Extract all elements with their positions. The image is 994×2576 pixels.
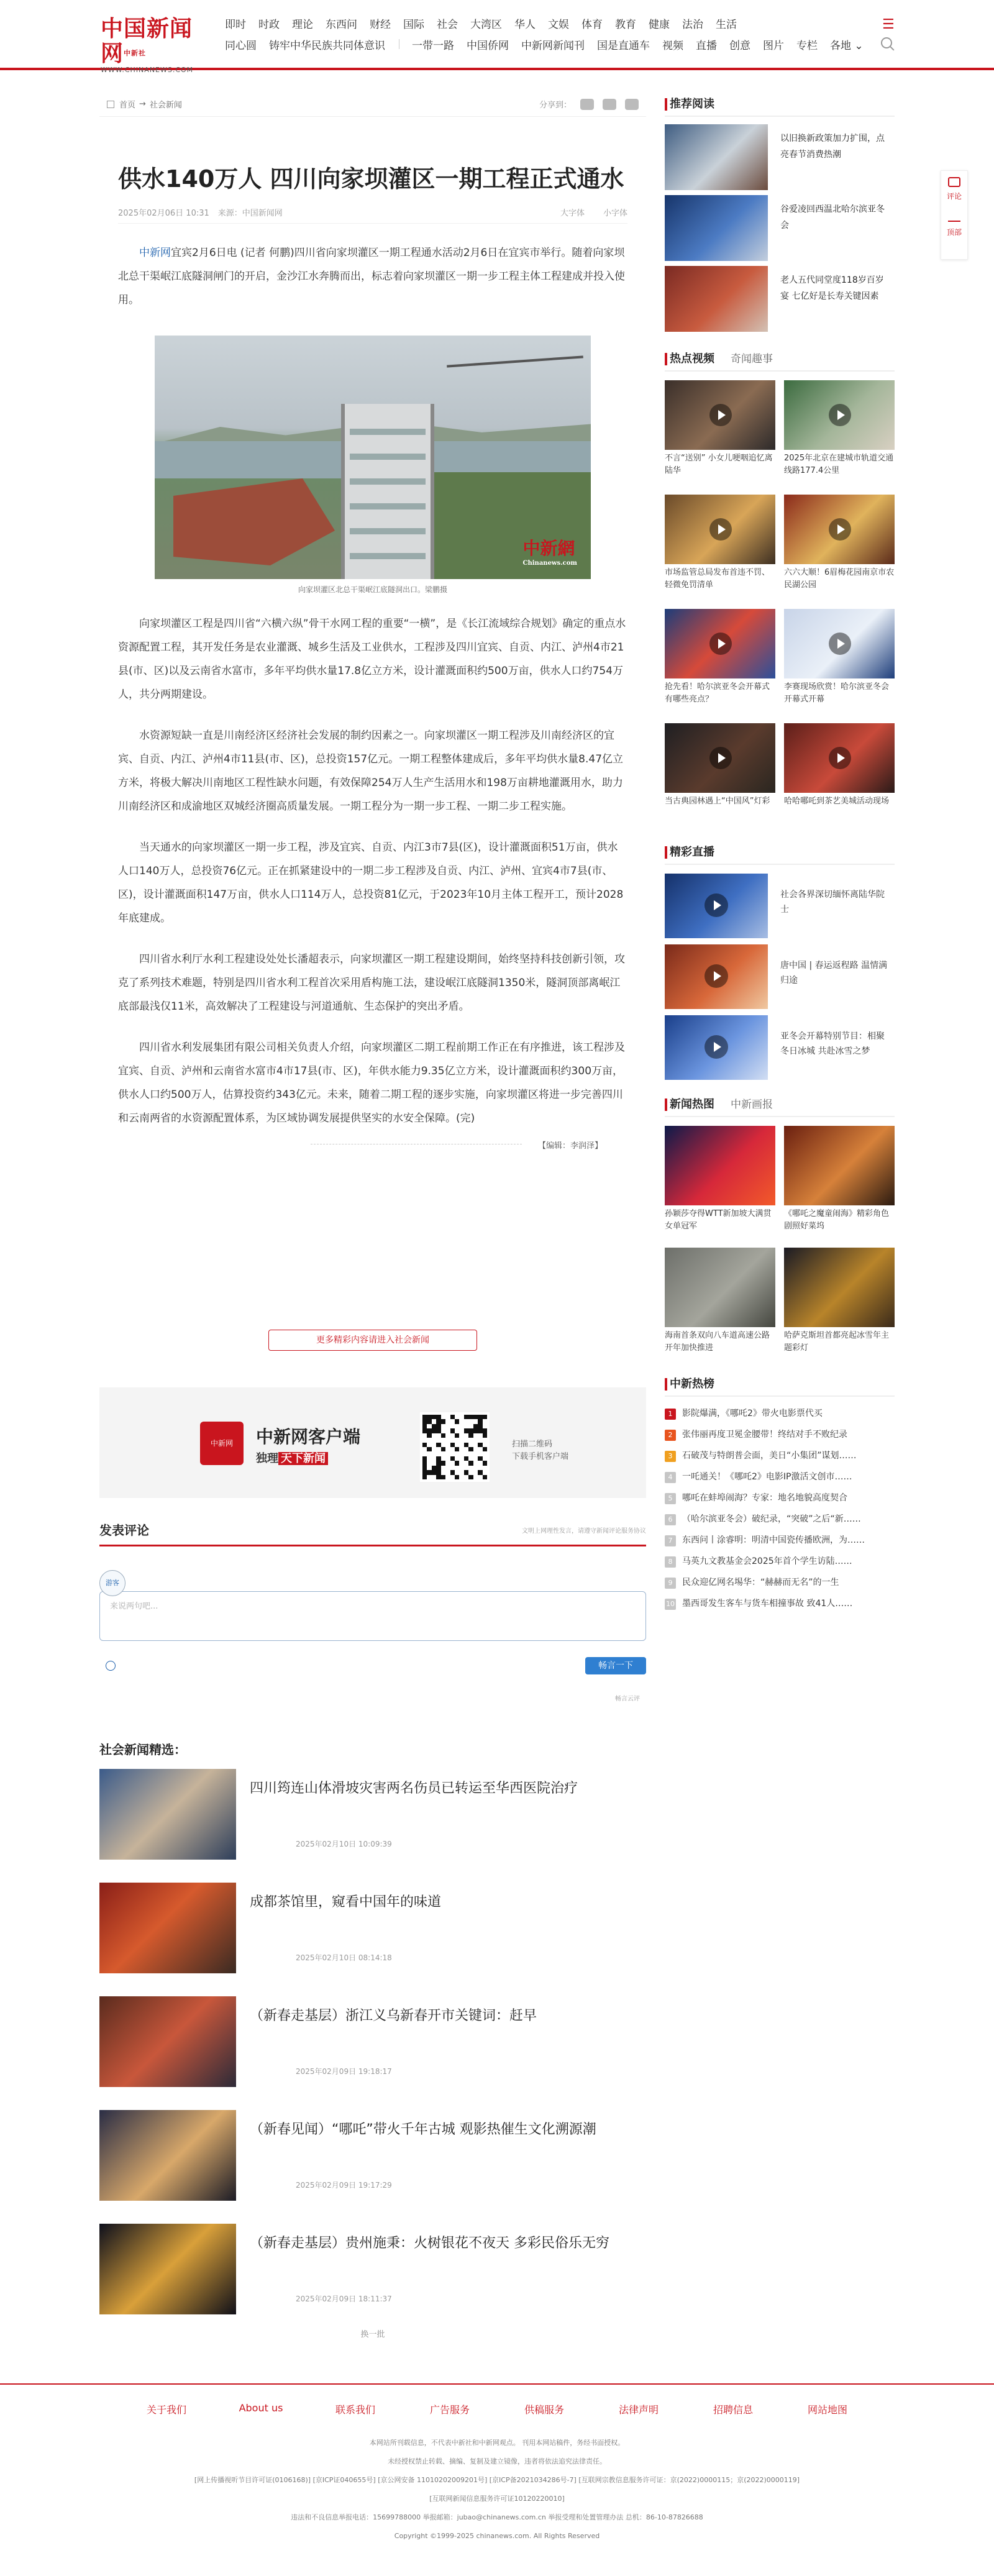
tab-odd-news[interactable]: 奇闻趣事	[731, 353, 773, 365]
nav-item[interactable]: 各地 ⌄	[830, 39, 864, 52]
guest-avatar: 游客	[99, 1570, 125, 1596]
hot-item[interactable]	[665, 1403, 895, 1424]
font-large-button[interactable]: 大字体	[560, 209, 585, 218]
nav-item[interactable]: 国是直通车	[597, 39, 650, 52]
photo-thumb[interactable]	[665, 1248, 775, 1327]
related-thumb[interactable]	[99, 2224, 236, 2314]
video-card[interactable]	[665, 495, 775, 609]
video-card[interactable]	[784, 609, 895, 723]
hot-item[interactable]	[665, 1530, 895, 1551]
nav-item[interactable]: 铸牢中华民族共同体意识	[269, 39, 385, 52]
hot-item[interactable]	[665, 1572, 895, 1593]
sidebar	[665, 92, 895, 1614]
rank-badge: 2	[665, 1430, 676, 1441]
logo-en: WWW.CHINANEWS.COM	[101, 66, 194, 74]
rank-badge: 9	[665, 1578, 676, 1589]
menu-icon[interactable]: ☰	[882, 17, 895, 32]
live-item[interactable]	[665, 871, 895, 942]
lead-text: 宜宾2月6日电 (记者 何鹏)四川省向家坝灌区一期工程通水活动2月6日在宜宾市举行。随着向家坝北总干渠岷江底隧洞闸门的开启，金沙江水奔腾而出，标志着向家坝灌区一期一步工程主体工程建成并投入使用。	[118, 247, 625, 306]
related-date: 2025年02月09日 18:11:37	[296, 2295, 392, 2303]
related-item[interactable]	[99, 1769, 646, 1883]
live-thumb[interactable]	[665, 944, 768, 1009]
float-comment-button[interactable]: 评论	[941, 171, 967, 214]
video-thumb[interactable]	[665, 723, 775, 793]
rec-item[interactable]	[665, 121, 895, 191]
article-editor: 【编辑：李润泽】	[118, 1139, 627, 1151]
hot-title[interactable]: 影院爆满，《哪吒2》带火电影票代买	[682, 1409, 823, 1418]
article-paragraph: 四川省水利发展集团有限公司相关负责人介绍，向家坝灌区二期工程前期工作正在有序推进，该工程涉及宜宾、自贡、泸州和云南省水富市4市17县(市、区)，年供水能力9.35亿立方米，设计灌溉面积约300万亩，供水人口约500万人，估算投资约343亿元。未来，随着二期工程的逐步实施，向家坝灌区将进一步完善四川和云南两省的水资源配置体系，为区域协调发展提供坚实的水安全保障。(完)	[118, 1041, 625, 1125]
hot-item[interactable]	[665, 1487, 895, 1509]
photo-title[interactable]: 《哪吒之魔童闹海》精彩角色剧照好菜坞	[784, 1209, 890, 1231]
hot-item[interactable]	[665, 1593, 895, 1614]
nav-item[interactable]: 视频	[662, 39, 683, 52]
related-title-text[interactable]: 四川筠连山体滑坡灾害两名伤员已转运至华西医院治疗	[250, 1781, 578, 1796]
photo-heading: 新闻热图 中新画报	[665, 1092, 895, 1117]
article-paragraph: 向家坝灌区工程是四川省“六横六纵”骨干水网工程的重要“一横”，是《长江流域综合规划》确定的重点水资源配置工程，其开发任务是农业灌溉、城乡生活及工业供水，工程涉及四川宜宾、自贡、内江、泸州4市21县(市、区)以及云南省水富市，多年平均供水量17.8亿立方米，设计灌溉面积约500万亩，供水人口约754万人，共分两期建设。	[118, 618, 626, 701]
hot-item[interactable]	[665, 1445, 895, 1466]
breadcrumb-sep: →	[139, 99, 146, 109]
hot-heading: 中新热榜	[665, 1372, 895, 1397]
live-title[interactable]: 社会各界深切缅怀离陆华院士	[780, 890, 885, 915]
footer-link[interactable]: 招聘信息	[713, 2404, 753, 2416]
footer-line: 本网站所刊载信息，不代表中新社和中新网观点。 刊用本网站稿件，务经书面授权。	[369, 2439, 625, 2447]
video-thumb[interactable]	[784, 495, 895, 564]
search-icon[interactable]	[881, 37, 892, 48]
article-paragraph: 四川省水利厅水利工程建设处处长潘超表示，向家坝灌区一期工程建设期间，始终坚持科技创新引领，攻克了系列技术难题，特别是四川省水利工程首次采用盾构施工法，建设岷江底隧洞1350米，隧洞顶部离岷江底部最浅仅11米，高效解决了工程建设与河道通航、生态保护的突出矛盾。	[118, 953, 625, 1013]
article-source: 来源：中国新闻网	[217, 209, 283, 218]
play-icon[interactable]	[829, 747, 851, 769]
site-logo[interactable]	[101, 16, 200, 74]
related-date: 2025年02月09日 19:18:17	[296, 2067, 392, 2076]
nav-item[interactable]: 文娱	[548, 18, 569, 31]
video-thumb[interactable]	[784, 609, 895, 678]
video-thumb[interactable]	[665, 609, 775, 678]
nav-item[interactable]: 东西问	[326, 18, 357, 31]
hot-item[interactable]	[665, 1466, 895, 1487]
nav-item[interactable]: 图片	[763, 39, 784, 52]
live-thumb[interactable]	[665, 1015, 768, 1080]
article-title: 供水140万人 四川向家坝灌区一期工程正式通水	[118, 165, 624, 193]
video-title[interactable]: 六六大顺！6眉梅花园南京市农民湖公园	[784, 568, 895, 590]
footer-links	[0, 2402, 994, 2416]
nav-item[interactable]: 教育	[615, 18, 636, 31]
logo-tag: 中新社	[124, 49, 147, 57]
play-icon[interactable]	[704, 1035, 728, 1059]
floating-toolbar	[941, 170, 968, 260]
app-download-banner[interactable]	[99, 1387, 646, 1498]
related-date: 2025年02月09日 19:17:29	[296, 2181, 392, 2190]
hot-title[interactable]: 马英九文教基金会2025年首个学生访陆……	[682, 1556, 852, 1566]
home-icon	[107, 101, 114, 108]
video-thumb[interactable]	[784, 723, 895, 793]
rank-badge: 6	[665, 1514, 676, 1525]
video-title[interactable]: 2025年北京在建城市轨道交通线路177.4公里	[784, 454, 894, 475]
related-thumb[interactable]	[99, 1996, 236, 2087]
play-icon[interactable]	[829, 404, 851, 426]
rank-badge: 8	[665, 1556, 676, 1568]
article-lead	[118, 241, 627, 312]
hot-item[interactable]	[665, 1509, 895, 1530]
nav-item[interactable]: 大湾区	[470, 18, 502, 31]
photo-title[interactable]: 哈萨克斯坦首都亮起冰雪年主题彩灯	[784, 1331, 890, 1353]
tab-pictorial[interactable]: 中新画报	[731, 1098, 773, 1111]
video-title[interactable]: 李赛现场欣赏！哈尔滨亚冬会开幕式开幕	[784, 682, 890, 704]
play-icon[interactable]	[709, 633, 732, 655]
breadcrumb-section[interactable]: 社会新闻	[149, 101, 182, 110]
site-footer	[0, 2383, 994, 2576]
nav-item[interactable]: 创意	[729, 39, 750, 52]
nav-item[interactable]: 生活	[716, 18, 737, 31]
footer-link[interactable]: 供稿服务	[524, 2404, 564, 2416]
hot-item[interactable]	[665, 1424, 895, 1445]
article-body	[99, 241, 646, 1151]
nav-item[interactable]: 一带一路	[412, 39, 454, 52]
hot-title[interactable]: 哪吒在蚌埠闹海？专家：地名地貌高度契合	[682, 1493, 847, 1503]
article-figure	[155, 336, 591, 595]
comment-provider[interactable]: 畅言云评	[615, 1696, 640, 1702]
emoji-icon[interactable]	[106, 1661, 116, 1671]
breadcrumb	[99, 92, 646, 117]
hot-item[interactable]	[665, 1551, 895, 1572]
video-thumb[interactable]	[784, 380, 895, 450]
more-news-button[interactable]: 更多精彩内容请进入社会新闻	[268, 1330, 477, 1351]
footer-line: [网上传播视听节目许可证(0106168)] [京ICP证040655号] [京公网安备 11010202009201号] [京ICP备2021034286号-7] [互联网宗教信息服务许可证：京(2022)0000115；京(2022)0000119]	[194, 2476, 800, 2484]
article-photo	[155, 336, 591, 579]
nav-row-1	[225, 12, 896, 34]
related-thumb[interactable]	[99, 1769, 236, 1860]
video-heading: 热点视频 奇闻趣事	[665, 347, 895, 372]
live-thumb[interactable]	[665, 874, 768, 938]
photo-title[interactable]: 孙颖莎夺得WTT新加坡大满贯女单冠军	[665, 1209, 772, 1231]
video-card[interactable]	[784, 495, 895, 609]
hot-title[interactable]: 墨西哥发生客车与货车相撞事故 致41人……	[682, 1599, 853, 1609]
qr-text-scan: 扫描二维码	[512, 1440, 553, 1449]
nav-item[interactable]: 健康	[649, 18, 670, 31]
footer-line: 违法和不良信息举报电话：15699788000 举报邮箱：jubao@chinanews.com.cn 举报受理和处置管理办法 总机：86-10-87826688	[291, 2513, 703, 2521]
nav-item[interactable]: 时政	[258, 18, 280, 31]
article-paragraph: 当天通水的向家坝灌区一期一步工程，涉及宜宾、自贡、内江3市7县(区)，设计灌溉面积51万亩，供水人口140万人，总投资76亿元。正在抓紧建设中的一期二步工程涉及自贡、内江、泸州、宜宾4市7县(市、区)，设计灌溉面积147万亩，供水人口114万人，总投资81亿元，于2023年10月主体工程开工，预计2028年底建成。	[118, 841, 624, 925]
photo-card[interactable]	[665, 1248, 775, 1369]
photo-thumb[interactable]	[784, 1248, 895, 1327]
hot-title[interactable]: 民众迎亿网名埸华：“赫赫而无名”的一生	[682, 1578, 839, 1587]
live-title[interactable]: 亚冬会开幕特别节目：相聚冬日冰城 共赴冰雪之梦	[780, 1031, 885, 1056]
play-icon[interactable]	[829, 633, 851, 655]
rec-title[interactable]: 谷爱凌回西温北哈尔滨亚冬会	[780, 204, 885, 231]
video-title[interactable]: 哈哈哪吒到茶艺美城活动现场	[784, 797, 890, 806]
rec-thumb[interactable]	[665, 266, 768, 332]
footer-link[interactable]: 联系我们	[335, 2404, 375, 2416]
video-title[interactable]: 当古典园林遇上“中国风”灯彩	[665, 797, 770, 806]
swap-batch-button[interactable]: 换一批	[360, 2330, 385, 2339]
video-title[interactable]: 市场监管总局发布首违不罚、轻微免罚清单	[665, 568, 770, 590]
nav-item[interactable]: 即时	[225, 18, 246, 31]
nav-item[interactable]: 专栏	[796, 39, 818, 52]
photo-caption: 向家坝灌区北总干渠岷江底隧洞出口。梁鹏摄	[298, 585, 447, 594]
share-bar	[539, 98, 639, 110]
nav-item[interactable]: 直播	[696, 39, 717, 52]
star-icon[interactable]	[625, 99, 639, 110]
hot-title[interactable]: 石破茂与特朗普会面，美日“小集团”谋划……	[682, 1451, 857, 1461]
video-thumb[interactable]	[665, 495, 775, 564]
video-title[interactable]: 不言“送别” 小女儿哽咽追忆离陆华	[665, 454, 773, 475]
rec-heading: 推荐阅读	[665, 92, 895, 117]
footer-link[interactable]: 网站地图	[807, 2404, 847, 2416]
hot-title[interactable]: 张伟丽再度卫冕金腰带！终结对手不败纪录	[682, 1430, 847, 1440]
live-item[interactable]	[665, 1013, 895, 1084]
rec-item[interactable]	[665, 191, 895, 262]
comment-input[interactable]: 来说两句吧...	[99, 1591, 646, 1641]
nav-item[interactable]: 社会	[437, 18, 458, 31]
video-title[interactable]: 抢先看！哈尔滨亚冬会开幕式有哪些亮点？	[665, 682, 770, 704]
breadcrumb-home[interactable]: 首页	[119, 101, 136, 110]
rec-thumb[interactable]	[665, 195, 768, 261]
live-heading: 精彩直播	[665, 840, 895, 865]
related-title-text[interactable]: 成都茶馆里，窥看中国年的味道	[250, 1894, 442, 1910]
app-slogan: 独理 天下新闻	[256, 1450, 328, 1466]
play-icon[interactable]	[704, 893, 728, 917]
related-thumb[interactable]	[99, 2110, 236, 2201]
nav-item[interactable]: 理论	[292, 18, 313, 31]
footer-link[interactable]: 关于我们	[146, 2404, 186, 2416]
rec-item[interactable]	[665, 262, 895, 333]
play-icon[interactable]	[704, 964, 728, 988]
app-logo: 中新网	[200, 1422, 244, 1465]
footer-link[interactable]: 广告服务	[429, 2404, 470, 2416]
nav-item[interactable]: 华人	[514, 18, 536, 31]
related-item[interactable]	[99, 1883, 646, 1996]
rank-badge: 1	[665, 1409, 676, 1420]
footer-link[interactable]: 法律声明	[618, 2404, 659, 2416]
nav-item[interactable]: 中国侨网	[467, 39, 509, 52]
related-date: 2025年02月10日 10:09:39	[296, 1840, 392, 1848]
comment-title: 发表评论 文明上网理性发言，请遵守新闻评论服务协议	[99, 1519, 646, 1546]
main-nav	[225, 12, 896, 55]
weibo-share-icon[interactable]	[603, 99, 616, 110]
footer-link[interactable]: About us	[239, 2402, 283, 2414]
arrow-up-icon	[948, 221, 960, 223]
related-title: 社会新闻精选：	[99, 1742, 186, 1757]
related-item[interactable]	[99, 2110, 646, 2224]
rank-badge: 5	[665, 1493, 676, 1504]
related-title-text[interactable]: （新春见闻）“哪吒”带火千年古城 观影热催生文化溯源潮	[250, 2122, 596, 2137]
photo-watermark: 中新網 Chinanews.com	[522, 538, 577, 567]
video-card[interactable]	[784, 723, 895, 838]
footer-line: [互联网新闻信息服务许可证10120220010]	[429, 2495, 565, 2503]
nav-item[interactable]: 法治	[682, 18, 703, 31]
photo-card[interactable]	[784, 1248, 895, 1369]
play-icon[interactable]	[709, 747, 732, 769]
share-label: 分享到：	[539, 101, 572, 110]
nav-item[interactable]: 财经	[370, 18, 391, 31]
related-title-text[interactable]: （新春走基层）贵州施秉：火树银花不夜天 多彩民俗乐无穷	[250, 2236, 609, 2251]
comment-section	[99, 1519, 646, 1702]
live-title[interactable]: 唐中国 | 春运返程路 温情满归途	[780, 961, 888, 985]
logo-cn: 中国新闻网	[101, 16, 193, 66]
qr-code	[420, 1412, 490, 1482]
play-icon[interactable]	[709, 404, 732, 426]
site-header	[0, 0, 994, 74]
nav-row-2	[225, 34, 896, 55]
photo-thumb[interactable]	[665, 1126, 775, 1205]
rec-thumb[interactable]	[665, 124, 768, 190]
related-title-text[interactable]: （新春走基层）浙江义乌新春开市关键词：赶早	[250, 2008, 537, 2024]
chinanews-link[interactable]: 中新网	[139, 247, 171, 259]
float-top-button[interactable]: 顶部	[941, 214, 967, 258]
nav-item[interactable]: 体育	[581, 18, 603, 31]
video-card[interactable]	[784, 380, 895, 495]
video-card[interactable]	[665, 723, 775, 838]
footer-info	[0, 2434, 994, 2546]
photo-card[interactable]	[784, 1126, 895, 1248]
live-item[interactable]	[665, 942, 895, 1013]
rank-badge: 7	[665, 1535, 676, 1546]
font-small-button[interactable]: 小字体	[603, 209, 627, 218]
comment-submit-button[interactable]: 畅言一下	[585, 1657, 646, 1674]
nav-item[interactable]: 同心圆	[225, 39, 257, 52]
video-card[interactable]	[665, 609, 775, 723]
video-thumb[interactable]	[665, 380, 775, 450]
related-date: 2025年02月10日 08:14:18	[296, 1953, 392, 1962]
footer-line: 未经授权禁止转载、摘编、复制及建立镜像，违者将依法追究法律责任。	[388, 2457, 606, 2465]
play-icon[interactable]	[829, 518, 851, 541]
rec-title[interactable]: 以旧换新政策加力扩围，点亮春节消费热潮	[780, 134, 885, 160]
comment-note[interactable]: 文明上网理性发言，请遵守新闻评论服务协议	[522, 1528, 646, 1535]
rec-title[interactable]: 老人五代同堂度118岁百岁宴 七亿好是长寿关键因素	[780, 275, 884, 301]
article-paragraph: 水资源短缺一直是川南经济区经济社会发展的制约因素之一。向家坝灌区一期工程涉及川南经济区的宜宾、自贡、内江、泸州4市11县(市、区)，总投资157亿元。一期工程整体建成后，多年平均供水量8.47亿立方米，将极大解决川南地区工程性缺水问题，有效保障254万人生产生活用水和198万亩耕地灌溉用水，助力川南经济区和成渝地区双城经济圈高质量发展。一期工程分为一期一步工程、一期二步工程实施。	[118, 729, 624, 813]
rank-badge: 10	[665, 1599, 676, 1610]
related-item[interactable]	[99, 1996, 646, 2110]
nav-item[interactable]: 国际	[403, 18, 424, 31]
video-card[interactable]	[665, 380, 775, 495]
article-date: 2025年02月06日 10:31	[118, 209, 209, 218]
related-item[interactable]	[99, 2224, 646, 2337]
related-news	[99, 1740, 646, 2337]
play-icon[interactable]	[709, 518, 732, 541]
qr-text-download: 下载手机客户端	[512, 1452, 569, 1461]
rank-badge: 4	[665, 1472, 676, 1483]
hot-title[interactable]: 东西问丨涂睿明：明清中国瓷传播欧洲，为……	[682, 1535, 865, 1545]
nav-item[interactable]: 中新网新闻刊	[521, 39, 585, 52]
article-main	[99, 92, 646, 1382]
wechat-share-icon[interactable]	[580, 99, 594, 110]
footer-line: Copyright ©1999-2025 chinanews.com. All Rights Reserved	[394, 2532, 600, 2540]
photo-title[interactable]: 海南首条双向八车道高速公路开年加快推进	[665, 1331, 770, 1353]
photo-thumb[interactable]	[784, 1126, 895, 1205]
related-thumb[interactable]	[99, 1883, 236, 1973]
rank-badge: 3	[665, 1451, 676, 1462]
comment-icon	[948, 177, 960, 187]
photo-card[interactable]	[665, 1126, 775, 1248]
hot-title[interactable]: 一吒通关！《哪吒2》电影IP激活文创市……	[682, 1472, 852, 1482]
article-meta	[118, 206, 627, 224]
hot-title[interactable]: （哈尔滨亚冬会）破纪录，“突破”之后“新……	[682, 1514, 861, 1524]
app-title: 中新网客户端	[256, 1427, 361, 1447]
